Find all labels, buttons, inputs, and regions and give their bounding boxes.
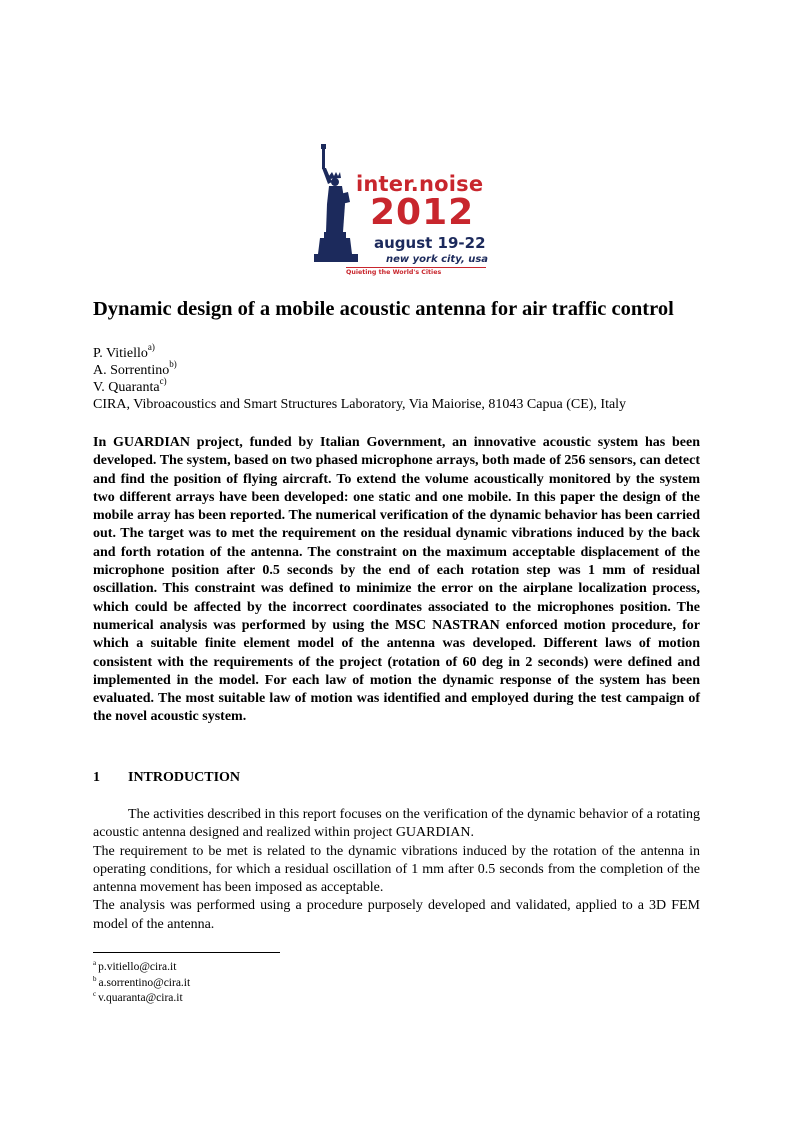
logo-tagline: Quieting the World's Cities	[346, 269, 442, 276]
author-name: A. Sorrentino	[93, 363, 170, 378]
footnote-mark: b	[93, 974, 97, 983]
section-title: INTRODUCTION	[128, 770, 241, 785]
footnote	[93, 976, 190, 992]
logo-year: 2012	[370, 192, 475, 233]
footnote-mark: a	[93, 959, 97, 968]
author-mark: c)	[159, 376, 167, 387]
footnote-email: a.sorrentino@cira.it	[98, 976, 191, 989]
intro-paragraph: The activities described in this report focuses on the verification of the dynamic behavior of a rotating acoustic antenna designed and realized within project GUARDIAN.	[93, 807, 700, 841]
abstract: In GUARDIAN project, funded by Italian Government, an innovative acoustic system has been developed. The system, based on two phased microphone arrays, both made of 256 sensors, can detect and find the position of flying aircraft. To extend the volume acoustically monitored by the system two different arrays have been developed: one static and one mobile. In this paper the design of the mobile array has been reported. The numerical verification of the dynamic behavior has been carried out. The target was to met the requirement on the residual dynamic vibrations induced by the back and forth rotation of the antenna. The constraint on the maximum acceptable displacement of the microphone position after 0.5 seconds by the end of each rotation step was 1 mm of residual oscillation. This constraint was defined to minimize the error on the airplane localization process, which could be affected by the incorrect coordinates associated to the microphones position. The numerical analysis was performed by using the MSC NASTRAN enforced motion procedure, for which a suitable finite element model of the antenna was developed. Different laws of motion consistent with the requirements of the project (rotation of 60 deg in 2 seconds) were defined and implemented in the model. For each law of motion the dynamic response of the system has been evaluated. The most suitable law of motion was identified and employed during the test campaign of the novel acoustic system.	[93, 435, 700, 725]
logo-divider	[346, 267, 486, 268]
intro-paragraph: The requirement to be met is related to the dynamic vibrations induced by the rotation of the antenna in operating conditions, for which a residual oscillation of 1 mm after 0.5 seconds from the completion of the antenna movement has been imposed as acceptable.	[93, 843, 700, 896]
author-name: V. Quaranta	[93, 380, 160, 395]
section-number: 1	[93, 770, 100, 785]
section-heading	[93, 770, 240, 786]
statue-of-liberty-icon	[312, 142, 362, 267]
logo-city: new york city, usa	[386, 254, 489, 265]
author-line	[93, 359, 626, 379]
footnote-email: p.vitiello@cira.it	[98, 961, 177, 973]
conference-logo	[312, 142, 492, 282]
footnote-divider	[93, 952, 280, 953]
author-block	[93, 342, 627, 413]
intro-paragraph: The analysis was performed using a procedure purposely developed and validated, applied to a 3D FEM model of the antenna.	[93, 898, 700, 932]
footnote	[93, 991, 190, 1007]
footnote-email: v.quaranta@cira.it	[98, 992, 183, 1004]
author-name: P. Vitiello	[93, 346, 148, 361]
affiliation: CIRA, Vibroacoustics and Smart Structures Laboratory, Via Maiorise, 81043 Capua (CE), Italy	[93, 397, 627, 412]
footnotes	[93, 960, 190, 1007]
logo-title: inter.noise	[356, 172, 484, 196]
paper-title: Dynamic design of a mobile acoustic antenna for air traffic control	[93, 298, 674, 320]
footnote-mark: c	[93, 990, 97, 999]
author-line	[93, 376, 626, 396]
author-mark: a)	[147, 342, 155, 353]
logo-dates: august 19-22	[374, 234, 486, 252]
introduction-body	[93, 806, 700, 934]
author-mark: b)	[169, 359, 177, 370]
footnote	[93, 960, 190, 976]
